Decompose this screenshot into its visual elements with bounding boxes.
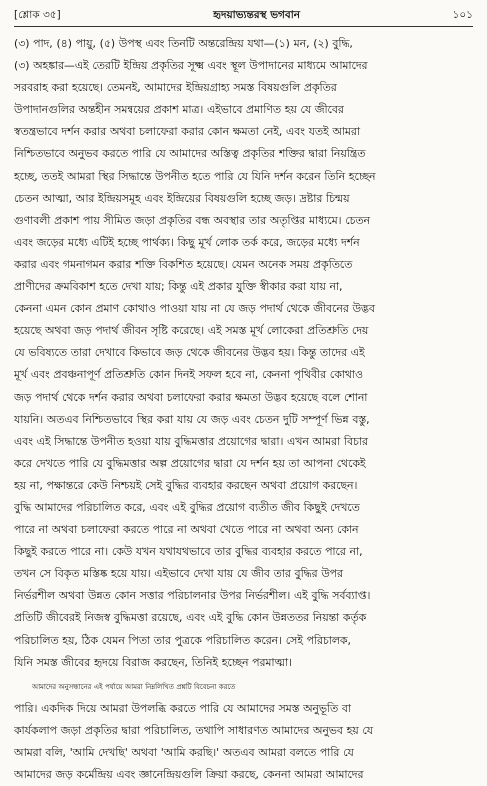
text-line: প্রাণীদের ক্রমবিকাশ হতে দেখা যায়; কিন্তু এই প্রকার যুক্তি স্বীকার করা যায় না, [14,280,343,294]
text-line: নির্ভরশীল অথবা উন্নত কোন সত্তার পরিচালনার উপর নির্ভরশীল। এই বুদ্ধি সর্বব্যাপ্ত। [14,589,371,603]
text-line: সরবরাহ করা হয়েছে। তেমনই, আমাদের ইন্দ্রিয়গ্রাহ্য সমস্ত বিষয়গুলি প্রকৃতির [14,81,337,95]
text-line: করে দেখতে পারি যে বুদ্ধিমত্তার অল্প প্রয়োগের দ্বারা যে দর্শন হয় তা আপনা থেকেই [14,456,366,470]
text-line: যিনি সমস্ত জীবের হৃদয়ে বিরাজ করছেন, তিনিই হচ্ছেন পরমাত্মা। [14,655,292,669]
text-line: তখন সে বিকৃত মস্তিষ্ক হয়ে যায়। এইভাবে দেখা যায় যে জীব তার বুদ্ধির উপর [14,567,343,581]
text-line: পারি। একদিক দিয়ে আমরা উপলব্ধি করতে পারি যে আমাদের সমস্ত অনুভূতি বা [14,701,351,715]
page-number: ১০১ [452,9,473,21]
text-line: পরিচালিত হয়, ঠিক যেমন পিতা তার পুত্রকে পরিচালিত করেন। সেই পরিচালক, [14,633,351,647]
body-paragraph [14,33,473,674]
page-header [14,8,473,27]
text-line: কেননা এমন কোন প্রমাণ কোথাও পাওয়া যায় না যে জড় পদার্থ থেকে জীবনের উদ্ভব [14,302,375,316]
text-line: প্রতিটি জীবেরই নিজস্ব বুদ্ধিমত্তা রয়েছে, এবং এই বুদ্ধি কোন উন্নততর নিয়ন্তা কর্তৃক [14,611,367,625]
page-body [14,33,473,786]
text-line: উপাদানগুলির অন্তহীন সমন্বয়ের প্রকাশ মাত্র। এইভাবে প্রমাণিত হয় যে জীবের [14,103,344,117]
text-line: (৩) অহঙ্কার—এই তেরটি ইন্দ্রিয় প্রকৃতির সূক্ষ্ম এবং স্থূল উপাদানের মাধ্যমে আমাদের [14,59,368,73]
text-line: যায়নি। অতএব নিশ্চিতভাবে স্থির করা যায় যে জড় এবং চেতন দুটি সম্পূর্ণ ভিন্ন বস্তু, [14,412,370,426]
text-line: মূর্খ এবং প্রবঞ্চনাপূর্ণ প্রতিশ্রুতি কোন দিনই সফল হবে না, কেননা পৃথিবীর কোথাও [14,368,363,382]
text-line: গুণাবলী প্রকাশ পায় সীমিত জড়া প্রকৃতির বন্ধ অবস্থার তার অতৃপ্তির মাধ্যমে। চেতন [14,213,370,227]
text-line: হচ্ছে, ততই আমরা স্থির সিদ্ধান্তে উপনীত হতে পারি যে যিনি দর্শন করেন তিনি হচ্ছেন [14,169,376,183]
text-line: হয় না, পক্ষান্তরে কেউ নিশ্চয়ই সেই বুদ্ধির ব্যবহার করছেন অথবা প্রয়োগ করছেন। [14,478,358,492]
text-line: হয়েছে অথবা জড় পদার্থ জীবন সৃষ্টি করেছে। এই সমস্ত মূর্খ লোকেরা প্রতিশ্রুতি দেয় [14,324,369,338]
text-line: জড় পদার্থ থেকে দর্শন করার অথবা চলাফেরা করার ক্ষমতা উদ্ভব হয়েছে বলে শোনা [14,390,368,404]
text-line: আমাদের জড় কর্মেন্দ্রিয় এবং জ্ঞানেন্দ্রিয়গুলি ক্রিয়া করছে, কেননা আমরা আমাদের [14,768,364,782]
body-paragraph [14,676,473,786]
text-line: আমাদের অনুসন্ধানের এই পর্যায়ে আমরা নিম্নলিখিত প্রশ্নটি বিবেচনা করতে [32,682,236,691]
text-line: এবং এই সিদ্ধান্তে উপনীত হওয়া যায় বুদ্ধিমত্তার প্রয়োগের দ্বারা। এখন আমরা বিচার [14,434,368,448]
text-line: করার এবং গমনাগমন করার শক্তি বিকশিত হয়েছে। যেমন অনেক সময় প্রকৃতিতে [14,257,353,271]
text-line: যে ভবিষ্যতে তারা দেখাবে কিভাবে জড় থেকে জীবনের উদ্ভব হয়। কিন্তু তাদের এই [14,346,365,360]
verse-reference: [শ্লোক ৩৫] [14,9,61,21]
text-line: নিশ্চিতভাবে অনুভব করতে পারি যে আমাদের অস্তিত্ব প্রকৃতির শক্তির দ্বারা নিয়ন্ত্রিত [14,147,366,161]
text-line: কিছুই করতে পারে না। কেউ যখন যথাযথভাবে তার বুদ্ধির ব্যবহার করতে পারে না, [14,545,363,559]
chapter-title: হৃদয়াভ্যন্তরস্থ ভগবান [213,9,301,21]
text-line: পারে না অথবা চলাফেরা করতে পারে না অথবা খেতে পারে না অথবা অন্য কোন [14,523,359,537]
text-line: চেতন আত্মা, আর ইন্দ্রিয়সমূহ এবং ইন্দ্রিয়ের বিষয়গুলি হচ্ছে জড়। দ্রষ্টার চিন্ময় [14,191,350,205]
text-line: এবং জড়ের মধ্যে এটিই হচ্ছে পার্থক্য। কিছু মূর্খ লোক তর্ক করে, জড়ের মধ্যে দর্শন [14,235,360,249]
text-line: কার্যকলাপ জড়া প্রকৃতির দ্বারা পরিচালিত, তথাপি সাধারণত আমাদের অনুভব হয় যে [14,723,373,737]
text-line: স্বতন্ত্রভাবে দর্শন করার অথবা চলাফেরা করার কোন ক্ষমতা নেই, এবং যতই আমরা [14,125,360,139]
text-line: আমরা বলি, 'আমি দেখছি' অথবা 'আমি করছি।' অতএব আমরা বলতে পারি যে [14,746,354,759]
text-line: (৩) পাদ, (৪) পায়ু, (৫) উপস্থ এবং তিনটি অন্তরেন্দ্রিয় যথা—(১) মন, (২) বুদ্ধি, [14,37,353,50]
text-line: বুদ্ধি আমাদের পরিচালিত করে, এবং এই বুদ্ধির প্রয়োগ ব্যতীত জীব কিছুই দেখতে [14,500,360,514]
